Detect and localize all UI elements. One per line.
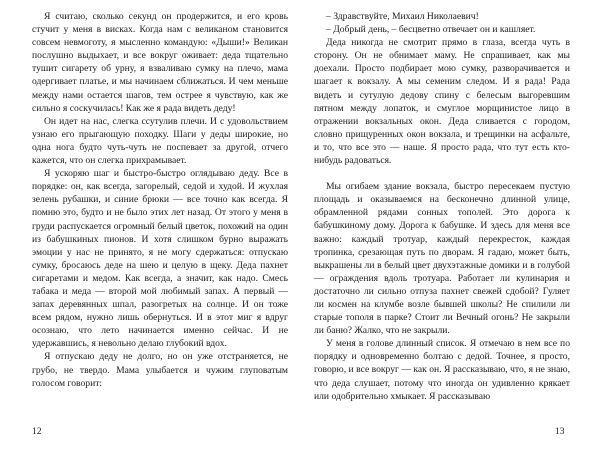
page-number-right: 13: [555, 426, 565, 437]
paragraph: Деда никогда не смотрит прямо в глаза, всегда чуть в сторону. Он не обнимает маму. Не спрашивает, как мы доехали. Просто подбирает мою сумку, разворачивается и шагает к вокзалу. А мы семеним следом. И я рада! Рада видеть и сутулую дедову спину с белесым выгоревшим пятном между лопаток, и смуглое морщинистое лицо в отражении вокзальных окон. Деда сливается с городом, словно прищуренных окон вокзала, и трещинки на асфальте, и то, что все это — наше. Я просто рада, что тут есть кто-нибудь радоваться.: [314, 37, 570, 167]
dialogue-line: – Здравствуйте, Михаил Николаевич!: [326, 11, 479, 22]
paragraph: Я отпускаю деду не долго, но он уже отстраняется, не грубо, не твердо. Мама улыбается и чужим глуповатым голосом говорит:: [32, 351, 288, 389]
paragraph: Я считаю, сколько секунд он продержится, и его кровь стучит у меня в висках. Когда нам с великаном становится совсем невмоготу, я мысленно командую: «Дыши!» Великан послушно выдыхает, и все вокруг оживает: деда тщательно тушит сигарету об урну, я взваливаю сумку на плечо, мама одергивает платье, и мы начинаем сближаться. И чем меньше между нами остается шагов, тем острее я чувствую, как же сильно я соскучилась! Как же я рада видеть деду!: [32, 11, 288, 114]
left-page: [32, 10, 288, 390]
paragraph: У меня в голове длинный список. Я отмечаю в нем все по порядку и одновременно болтаю с дедой. Точнее, я просто, говорю, и все вокруг — как он. Я рассказываю, что, я не знаю, что деда слушает, потому что иногда он удивленно крякает или одобрительно хмыкает. Я рассказываю: [314, 338, 570, 402]
paragraph: Мы огибаем здание вокзала, быстро пересекаем пустую площадь и оказываемся на бесконечно длинной улице, обрамленной рядами сонных тополей. Это дорога к бабушкиному дому. Дорога к бабушке. И здесь для меня все важно: каждый тротуар, каждый перекресток, каждая тропинка, срезающая путь по дворам. Я гадаю, может быть, выкрашены ли в белый цвет двухэтажные домики и в голубой — ограждения вдоль тротуара. Работает ли кулинария и достаточно ли сильно отпуза пахнет свежей сдобой? Гуляет ли космен на клумбе возле бывшей школы? Не спилили ли старые тополя в парке? Стоит ли Вечный огонь? Не закрыли ли баню? Жалко, что не закрыли.: [314, 181, 570, 337]
dialogue-line: – Добрый день, – бесцветно отвечает он и кашляет.: [326, 24, 536, 36]
paragraph: Я ускоряю шаг и быстро-быстро оглядываю деду. Все в порядке: он, как всегда, загорелый, седой и худой. И жухлая зелень рубашки, и синие брюки — все точно как всегда. Я помню это, будто и не было этих лет назад. От этого у меня в груди распускается огромный белый цветок, похожий на один из бабушкиных пионов. И хотя слишком бурно выражать эмоции у нас не принято, я не могу сдержаться: отпускаю сумку, бросаюсь деде на шею и целую в щеку. Деда пахнет сигаретами и медом. Как всегда, а значит, как надо. Смесь табака и меда — второй мой любимый запах. А первый — запах деревянных шпал, разогретых на солнце. И он тоже всем рядом, нужно лишь обернуться. И в этот миг я вдруг осознаю, что лето начинается именно сейчас. И не удержавшись, я невольно делаю глубокий вдох.: [32, 168, 288, 350]
page-number-left: 12: [32, 426, 42, 437]
right-page: [314, 10, 570, 403]
paragraph: Он идет на нас, слегка ссутулив плечи. И с удовольствием узнаю его прыгающую походку. Шаги у деды широкие, но одна нога будто чуть-чуть не поспевает за другой, отчего кажется, что он слегка прихрамывает.: [32, 115, 288, 167]
